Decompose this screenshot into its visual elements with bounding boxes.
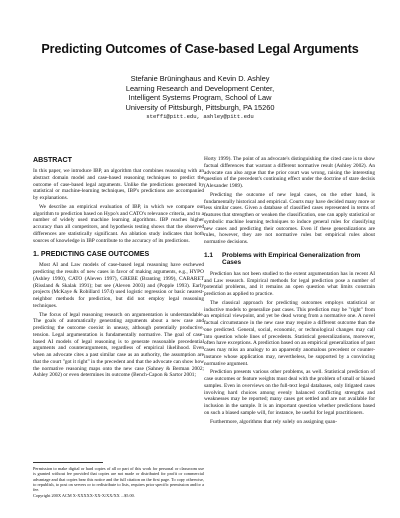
abstract-heading: ABSTRACT	[33, 156, 73, 164]
copyright-line: Copyright 200X ACM X-XXXXX-XX-X/XX/XX ...$5.00.	[33, 493, 135, 499]
footnote-rule	[33, 462, 103, 463]
abstract-paragraph-2: We describe an empirical evaluation of IBP, in which we compare our algorithm to prediction based on Hypo's and CATO's relevance criteria, and to a number of widely used machine learning algorithms. IBP reaches higher accuracy than all competitors, and hypothesis testing shows that the observed differences are statistically significant. An ablation study indicates that both sources of knowledge in IBP contribute to the accuracy of its predictions.	[33, 203, 204, 244]
section-1-paragraph-1: Most AI and Law models of case-based legal reasoning have eschewed predicting the results of new cases in favor of making arguments, e.g., HYPO (Ashley 1990), CATO (Aleven 1997), GREBE (Branting 1999), CABARET (Rissland & Skalak 1991); but see (Aleven 2003) and (Popple 1993). Early projects (McKaye & Robillard 1974) used logistic regression or basic nearest-neighbor methods for prediction, but did not employ legal reasoning techniques.	[33, 262, 204, 309]
permission-text: Permission to make digital or hard copies of all or part of this work for personal or classroom use is granted without fee provided that copies are not made or distributed for profit or commercial advantage and that copies bear this notice and the full citation on the first page. To copy otherwise, to republish, to post on servers or to redistribute to lists, requires prior specific permission and/or a fee.	[33, 466, 204, 493]
right-paragraph-3: Prediction has not been studied to the extent argumentation has in recent AI and Law research. Empirical methods for legal prediction pose a number of potential problems, and it remains an open question what limits constrain prediction as applied to practice.	[204, 270, 375, 298]
subsection-title: Problems with Empirical Generalization from Cases	[222, 251, 361, 267]
affiliation-line-3: University of Pittsburgh, Pittsburgh, PA 15260	[125, 102, 275, 112]
left-column	[33, 156, 204, 381]
subsection-number: 1.1	[204, 251, 214, 259]
right-column	[204, 156, 375, 427]
right-paragraph-6: Furthermore, algorithms that rely solely on assigning quan-	[210, 418, 338, 425]
right-paragraph-4: The classical approach for predicting outcomes employs statistical or inductive models to generalize past cases. This prediction may be "right" from an empirical viewpoint, and yet be dead wrong from a normative one. A novel factual circumstance in the new case may require a different outcome than the one predicted. General, social, economic, or technological changes may call into question whole lines of precedents. Statistical generalizations, moreover, often have exceptions. A prediction based on an empirical generalization of past cases may miss an analogy to an apparently anomalous precedent or counter-instance whose application may, nevertheless, be supported by a convincing normative argument.	[204, 299, 375, 367]
paper-title: Predicting Outcomes of Case-based Legal Arguments	[41, 42, 359, 56]
affiliation-line-2: Intelligent Systems Program, School of Law	[128, 93, 272, 103]
subsection-1-1-heading	[204, 252, 375, 267]
author-names: Stefanie Brüninghaus and Kevin D. Ashley	[130, 74, 270, 83]
author-block	[20, 74, 380, 122]
affiliation-line-1: Learning Research and Development Center,	[125, 83, 275, 93]
right-paragraph-1: Horty 1999). The point of an advocate's distinguishing the cited case is to show factual differences that warrant a different normative result (Ashley 2002). An advocate can also argue that the prior court was wrong, raising the interesting question of the precedent's continuing effect under the doctrine of stare decisis (Alexander 1989).	[204, 156, 375, 189]
right-paragraph-5: Prediction presents various other problems, as well. Statistical prediction of case outcomes or feature weights must deal with the problem of small or biased samples. Even in overviews on the full-text legal databases, only litigated cases involving hard choices among evenly balanced conflicting strengths and weaknesses may be reported; many cases get settled and are not available for inclusion in the sample. It is an important question whether predictions based on such a biased sample will, for instance, be useful for legal practitioners.	[204, 369, 375, 416]
permission-footnote	[33, 462, 204, 499]
right-paragraph-2: Predicting the outcome of new legal cases, on the other hand, is fundamentally historical and empirical. Courts may have decided many more or less similar cases. Given a database of classified cases represented in terms of features that strengthen or weaken the classification, one can apply statistical or symbolic machine learning techniques to induce general rules for classifying new cases and predicting their outcomes. Even if these generalizations are rules, however, they are not normative rules but empirical rules about normative decisions.	[204, 191, 375, 245]
section-1-heading: 1. PREDICTING CASE OUTCOMES	[33, 250, 150, 259]
section-1-paragraph-2: The focus of legal reasoning research on argumentation is understandable. The goals of automatically generating arguments about a new case and predicting the outcome coexist in uneasy, although potentially productive, tension. Legal argumentation is fundamentally normative. The goal of case-based AI models of legal reasoning is to generate reasonable precedential arguments and counterarguments, regardless of empirical likelihood. Even when an advocate cites a past similar case as an authority, the assumption are that the court "got it right" in the precedent and that the advocate can show how the normative reasoning maps onto the new case (Sahney & Berman 2002; Ashley 2002) or even determines its outcome (Bench-Capon & Sartor 2001;	[33, 311, 204, 379]
author-emails: steffi@pitt.edu, ashley@pitt.edu	[146, 113, 254, 121]
abstract-paragraph-1: In this paper, we introduce IBP, an algorithm that combines reasoning with an abstract domain model and case-based reasoning techniques to predict the outcome of case-based legal arguments. Unlike the predictions generated by statistical or machine-learning techniques, IBP's predictions are accompanied by explanations.	[33, 168, 204, 201]
